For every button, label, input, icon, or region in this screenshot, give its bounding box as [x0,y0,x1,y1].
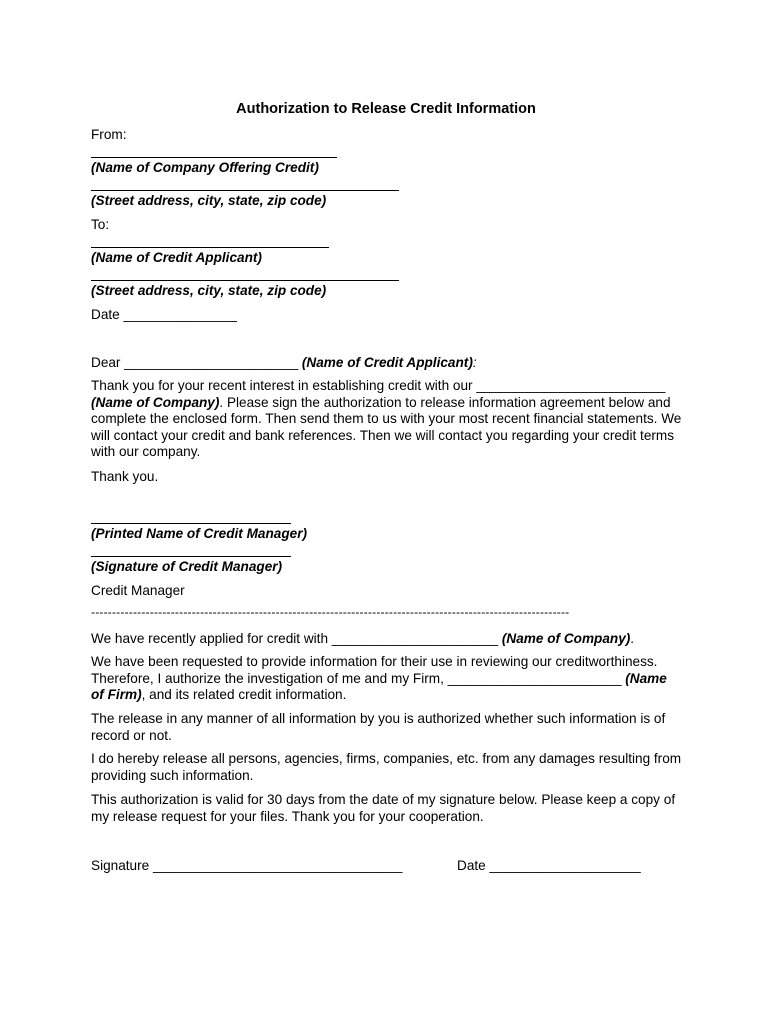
valid-paragraph: This authorization is valid for 30 days from the date of my signature below. Please keep a copy of my release request for your files. Thank you for your cooperation. [91,792,676,824]
printed-name-rule [91,523,291,524]
signature-manager-placeholder: (Signature of Credit Manager) [91,559,283,574]
from-address-rule [91,190,399,191]
salutation-colon: : [472,355,477,370]
letter-paragraph [91,378,683,461]
from-address-placeholder: (Street address, city, state, zip code) [91,193,327,208]
hereby-paragraph: I do hereby release all persons, agencies, firms, companies, etc. from any damages resulting from providing such information. [91,751,682,783]
to-label: To: [91,217,110,232]
applied-text: We have recently applied for credit with ______________________ [91,631,502,646]
letter-p1-rest: . Please sign the authorization to release information agreement below and complete the enclosed form. Then send them to us with your most recent financial statements. We will contact your credit and bank references. Then we will contact you regarding your credit terms with our company. [91,394,682,459]
from-company-rule [91,157,337,158]
applied-line [91,630,634,647]
to-address-placeholder: (Street address, city, state, zip code) [91,283,327,298]
requested-rest: , and its related credit information. [141,687,347,702]
to-address-rule [91,280,399,281]
letter-p1-company: (Name of Company) [91,394,220,410]
applied-period: . [630,631,635,646]
release-paragraph: The release in any manner of all information by you is authorized whether such information is of record or not. [91,711,666,743]
salutation-name: (Name of Credit Applicant) [301,355,473,370]
applied-company: (Name of Company) [501,631,631,646]
requested-paragraph [91,654,683,704]
from-company-placeholder: (Name of Company Offering Credit) [91,160,319,175]
to-applicant-placeholder: (Name of Credit Applicant) [91,250,262,265]
from-label: From: [91,127,127,142]
salutation-prefix: Dear _______________________ [91,355,302,370]
salutation [91,354,477,371]
to-applicant-rule [91,247,329,248]
requested-text: We have been requested to provide information for their use in reviewing our creditworthiness. Therefore, I authorize the investigation of me and my Firm, _______________________ [91,654,658,686]
printed-name-placeholder: (Printed Name of Credit Manager) [91,526,308,541]
separator-line: ------------------------------------------------------------------------------------------------------------------ [91,605,570,619]
letter-p1-start: Thank you for your recent interest in establishing credit with our _________________________ [91,378,666,393]
signature-manager-rule [91,556,291,557]
document-title: Authorization to Release Credit Information [236,101,536,117]
signature-line: Signature _________________________________ [91,858,403,873]
signature-date-line: Date ____________________ [457,858,641,873]
date-field: Date _______________ [91,307,237,322]
requested-firm: (Name of Firm) [91,670,667,702]
thank-you-line: Thank you. [91,469,159,484]
credit-manager-title: Credit Manager [91,583,185,598]
